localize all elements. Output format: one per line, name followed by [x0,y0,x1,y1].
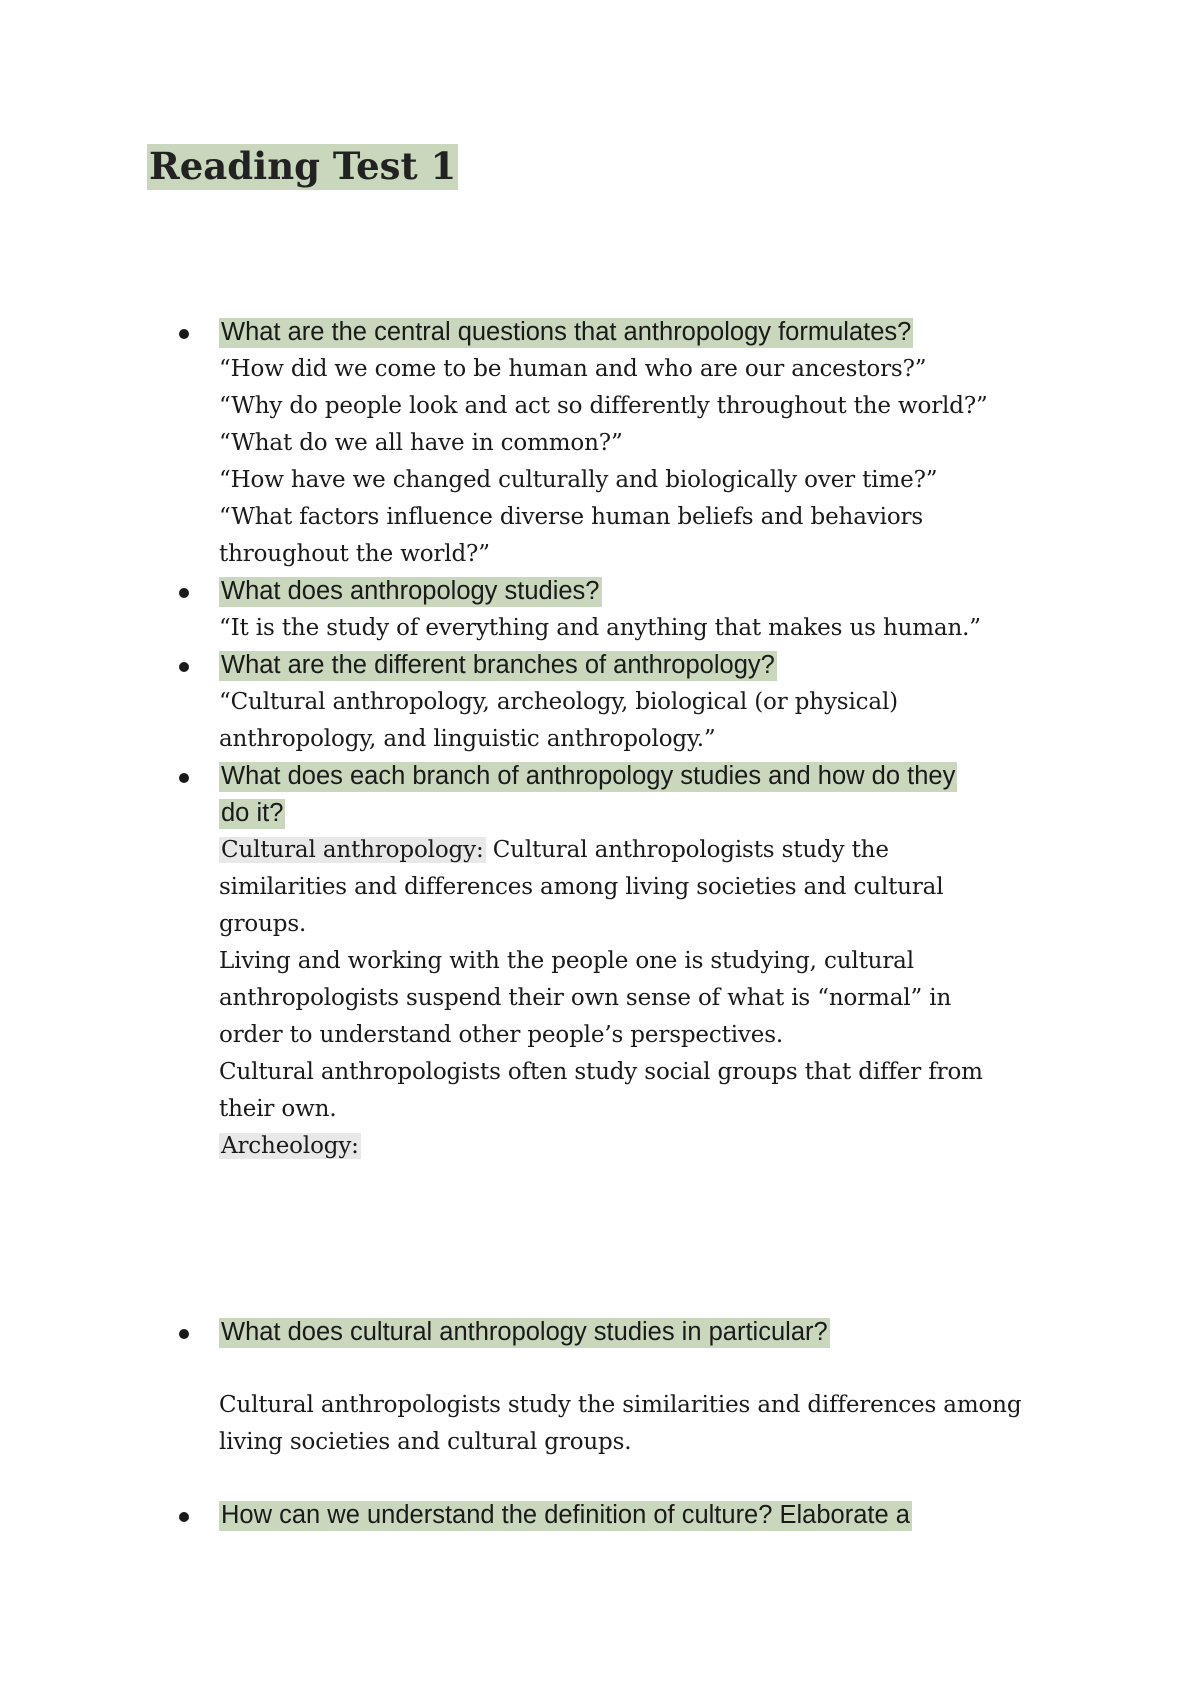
answer-line: “It is the study of everything and anything that makes us human.” [219,615,981,641]
answer-line: throughout the world?” [219,541,490,567]
question-heading: What does each branch of anthropology studies and how do they [221,762,956,790]
cultural-anthropology-label: Cultural anthropology: [221,837,484,863]
list-item [188,1497,1068,1534]
bullet-icon [179,662,189,672]
answer-line: “Cultural anthropology, archeology, biological (or physical) [219,689,898,715]
answer-line: “How have we changed culturally and biologically over time?” [219,467,938,493]
list-item [188,647,1068,758]
answer-line-rest: Cultural anthropologists study the [485,837,889,863]
list-item [188,573,1068,647]
page-title [147,143,458,189]
list-item [188,758,1068,1165]
answer-line: “Why do people look and act so differently throughout the world?” [219,393,988,419]
question-heading-continued: do it? [221,799,284,827]
answer-line: Cultural anthropologists study the similarities and differences among [219,1392,1022,1418]
answer-line: “How did we come to be human and who are our ancestors?” [219,356,927,382]
question-heading: What does anthropology studies? [221,577,600,605]
question-heading: What are the central questions that anthropology formulates? [221,318,912,346]
spacer [188,1351,1068,1387]
answer-line: “What do we all have in common?” [219,430,623,456]
answer-line [219,1128,1068,1165]
answer-line: “What factors influence diverse human beliefs and behaviors [219,504,924,530]
answer-line: order to understand other people’s perspectives. [219,1022,784,1048]
bullet-icon [179,1329,189,1339]
archeology-label: Archeology: [221,1133,359,1159]
answer-line: anthropology, and linguistic anthropology.” [219,726,716,752]
answer-line: Living and working with the people one is studying, cultural [219,948,914,974]
bullet-icon [179,1512,189,1522]
answer-line: similarities and differences among living societies and cultural [219,874,944,900]
answer-line: anthropologists suspend their own sense of what is “normal” in [219,985,952,1011]
question-heading: How can we understand the definition of culture? Elaborate a [221,1501,910,1529]
answer-line: living societies and cultural groups. [219,1429,632,1455]
title-highlight: Reading Test 1 [149,144,457,188]
list-item [188,1314,1068,1461]
answer-line: their own. [219,1096,337,1122]
bullet-icon [179,773,189,783]
question-heading: What are the different branches of anthropology? [221,651,775,679]
answer-line: Cultural anthropologists often study social groups that differ from [219,1059,983,1085]
answer-line: groups. [219,911,307,937]
question-heading: What does cultural anthropology studies in particular? [221,1318,828,1346]
list-item [188,314,1068,573]
bullet-icon [179,329,189,339]
answer-line [219,832,1068,869]
bullet-icon [179,588,189,598]
